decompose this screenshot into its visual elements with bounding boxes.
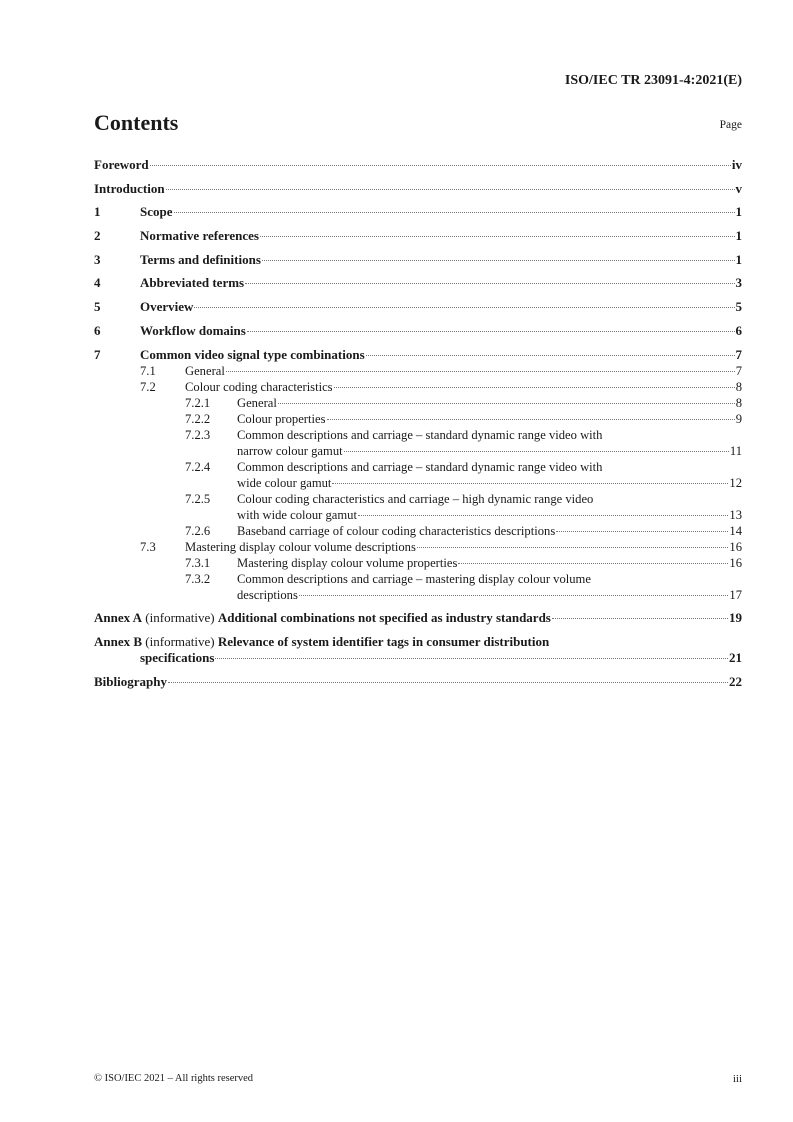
toc-entry-title: wide colour gamut bbox=[237, 475, 332, 490]
toc-entry-title: specifications bbox=[140, 649, 215, 665]
toc-entry-title: Bibliography bbox=[94, 673, 167, 689]
dot-leader bbox=[417, 547, 729, 548]
toc-entry-number: 7.2 bbox=[140, 379, 156, 394]
toc-entry-number: 7.3 bbox=[140, 539, 156, 554]
toc-entry-body bbox=[140, 228, 742, 244]
toc-entry-body bbox=[237, 411, 742, 427]
toc-entry[interactable] bbox=[94, 459, 742, 491]
toc-entry-line bbox=[140, 347, 742, 363]
dot-leader bbox=[344, 451, 729, 452]
toc-entry-body bbox=[140, 204, 742, 220]
table-of-contents bbox=[94, 157, 742, 690]
page-column-label: Page bbox=[719, 119, 742, 131]
toc-entry-title: Mastering display colour volume properties bbox=[237, 555, 458, 570]
toc-entry[interactable] bbox=[94, 491, 742, 523]
toc-entry[interactable] bbox=[94, 347, 742, 363]
toc-entry-number: 7.2.1 bbox=[185, 395, 211, 410]
toc-entry-body bbox=[237, 427, 742, 459]
toc-entry-title: Relevance of system identifier tags in consumer distribution bbox=[217, 633, 550, 649]
toc-page-number: 17 bbox=[729, 587, 742, 602]
toc-entry-number: 7.1 bbox=[140, 363, 156, 378]
toc-entry-line bbox=[140, 650, 742, 666]
toc-entry-body bbox=[140, 347, 742, 363]
dot-leader bbox=[245, 283, 734, 284]
toc-entry-title: Additional combinations not specified as industry standards bbox=[217, 610, 551, 626]
toc-entry-line bbox=[140, 323, 742, 339]
toc-entry-body bbox=[185, 379, 742, 395]
document-id-header: ISO/IEC TR 23091-4:2021(E) bbox=[564, 73, 742, 88]
toc-entry-title: narrow colour gamut bbox=[237, 443, 343, 458]
toc-entry-line bbox=[185, 379, 742, 395]
toc-entry-body bbox=[94, 157, 742, 173]
toc-entry-title: Terms and definitions bbox=[140, 251, 261, 267]
toc-entry-line bbox=[237, 555, 742, 571]
toc-entry-body bbox=[140, 275, 742, 291]
toc-entry-title: Common descriptions and carriage – standard dynamic range video with bbox=[237, 427, 603, 442]
toc-page-number: 1 bbox=[735, 204, 742, 220]
toc-entry-title: Scope bbox=[140, 204, 173, 220]
dot-leader bbox=[327, 419, 735, 420]
toc-entry[interactable] bbox=[94, 427, 742, 459]
toc-entry-line bbox=[237, 443, 742, 459]
toc-entry-title: Workflow domains bbox=[140, 322, 246, 338]
toc-entry-line bbox=[237, 395, 742, 411]
toc-entry-title: with wide colour gamut bbox=[237, 507, 357, 522]
toc-entry[interactable] bbox=[94, 299, 742, 315]
contents-title: Contents bbox=[94, 110, 179, 135]
toc-entry-line bbox=[237, 475, 742, 491]
dot-leader bbox=[556, 531, 728, 532]
toc-entry-number: 7.2.6 bbox=[185, 523, 211, 538]
toc-entry-title: Mastering display colour volume descriptions bbox=[185, 539, 416, 554]
toc-entry-body bbox=[237, 523, 742, 539]
toc-page-number: 22 bbox=[729, 673, 742, 689]
toc-entry-title: Colour coding characteristics and carriage – high dynamic range video bbox=[237, 491, 594, 506]
toc-entry[interactable] bbox=[94, 379, 742, 395]
toc-entry[interactable] bbox=[94, 275, 742, 291]
toc-page-number: 8 bbox=[735, 379, 742, 394]
toc-entry-line bbox=[237, 459, 742, 475]
toc-entry-number: 7.2.5 bbox=[185, 491, 211, 506]
toc-page-number: 5 bbox=[735, 299, 742, 315]
toc-entry-title: descriptions bbox=[237, 587, 298, 602]
toc-page-number: 21 bbox=[729, 649, 742, 665]
toc-entry-number: 7 bbox=[94, 346, 101, 362]
toc-page-number: 1 bbox=[735, 228, 742, 244]
toc-entry[interactable] bbox=[94, 252, 742, 268]
dot-leader bbox=[278, 403, 735, 404]
toc-page-number: 16 bbox=[729, 539, 742, 554]
toc-entry-title: Normative references bbox=[140, 228, 259, 244]
toc-entry[interactable] bbox=[94, 395, 742, 411]
dot-leader bbox=[299, 595, 729, 596]
toc-page-number: 12 bbox=[729, 475, 742, 490]
toc-page-number: 11 bbox=[729, 443, 742, 458]
toc-entry-body bbox=[94, 610, 742, 626]
toc-entry-number: 7.2.3 bbox=[185, 427, 211, 442]
toc-page-number: 19 bbox=[729, 610, 742, 626]
toc-entry-line bbox=[237, 411, 742, 427]
toc-entry-body bbox=[140, 323, 742, 339]
toc-entry-body bbox=[185, 539, 742, 555]
toc-entry-body bbox=[237, 459, 742, 491]
toc-entry-line bbox=[140, 228, 742, 244]
toc-entry-line bbox=[237, 571, 742, 587]
dot-leader bbox=[194, 307, 734, 308]
dot-leader bbox=[358, 515, 728, 516]
toc-entry[interactable] bbox=[94, 571, 742, 603]
toc-entry-body bbox=[140, 252, 742, 268]
toc-entry-number: 7.2.2 bbox=[185, 411, 211, 426]
toc-page-number: 7 bbox=[735, 363, 742, 378]
toc-entry-number: 4 bbox=[94, 275, 101, 291]
dot-leader bbox=[215, 658, 728, 659]
toc-bibliography-entry[interactable] bbox=[94, 674, 742, 690]
toc-entry-number: 7.3.2 bbox=[185, 571, 211, 586]
toc-entry-line bbox=[237, 427, 742, 443]
dot-leader bbox=[552, 618, 728, 619]
toc-entry-number: 3 bbox=[94, 251, 101, 267]
toc-entry[interactable] bbox=[94, 523, 742, 539]
toc-entry-title: Common descriptions and carriage – mastering display colour volume bbox=[237, 571, 591, 586]
toc-entry-line bbox=[185, 363, 742, 379]
toc-entry-title: Introduction bbox=[94, 180, 165, 196]
toc-entry-line bbox=[237, 587, 742, 603]
toc-entry-number: 7.2.4 bbox=[185, 459, 211, 474]
toc-page-number: 1 bbox=[735, 251, 742, 267]
toc-entry-line bbox=[140, 204, 742, 220]
toc-page-number: iv bbox=[731, 157, 742, 172]
toc-entry-title: Baseband carriage of colour coding characteristics descriptions bbox=[237, 523, 556, 538]
annex-label: Annex A bbox=[94, 610, 143, 626]
toc-entry-title: Abbreviated terms bbox=[140, 275, 245, 291]
toc-entry[interactable] bbox=[94, 555, 742, 571]
toc-entry[interactable] bbox=[94, 204, 742, 220]
annex-note: (informative) bbox=[145, 633, 215, 649]
toc-annex-entry[interactable] bbox=[94, 634, 742, 666]
toc-entry-line bbox=[94, 634, 742, 650]
toc-entry[interactable] bbox=[94, 228, 742, 244]
toc-entry[interactable] bbox=[94, 157, 742, 173]
toc-entry-line bbox=[140, 275, 742, 291]
toc-page-number: v bbox=[735, 180, 742, 196]
toc-entry-title: Common video signal type combinations bbox=[140, 346, 365, 362]
toc-entry[interactable] bbox=[94, 363, 742, 379]
toc-entry-body bbox=[237, 555, 742, 571]
toc-entry-title: Colour coding characteristics bbox=[185, 379, 333, 394]
toc-annex-entry[interactable] bbox=[94, 610, 742, 626]
toc-entry-line bbox=[140, 299, 742, 315]
dot-leader bbox=[262, 260, 735, 261]
toc-entry-body bbox=[94, 181, 742, 197]
toc-entry-title: Common descriptions and carriage – standard dynamic range video with bbox=[237, 459, 603, 474]
dot-leader bbox=[260, 236, 735, 237]
toc-entry-number: 1 bbox=[94, 204, 101, 220]
toc-entry-title: General bbox=[237, 395, 277, 410]
toc-entry-line bbox=[94, 157, 742, 173]
toc-entry-line bbox=[94, 181, 742, 197]
toc-entry-line bbox=[237, 507, 742, 523]
toc-entry-line bbox=[185, 539, 742, 555]
toc-entry-body bbox=[185, 363, 742, 379]
dot-leader bbox=[332, 483, 728, 484]
toc-entry-body bbox=[94, 634, 742, 666]
toc-entry-body bbox=[237, 571, 742, 603]
toc-entry-number: 7.3.1 bbox=[185, 555, 211, 570]
toc-entry-line bbox=[140, 252, 742, 268]
toc-entry-body bbox=[237, 491, 742, 523]
toc-entry-title: General bbox=[185, 363, 225, 378]
toc-page-number: 7 bbox=[735, 346, 742, 362]
dot-leader bbox=[226, 371, 735, 372]
toc-entry-line bbox=[94, 674, 742, 690]
toc-page-number: 9 bbox=[735, 411, 742, 426]
toc-entry-number: 6 bbox=[94, 322, 101, 338]
annex-label: Annex B bbox=[94, 633, 143, 649]
toc-entry-body bbox=[237, 395, 742, 411]
copyright-footer: © ISO/IEC 2021 – All rights reserved bbox=[94, 1073, 254, 1084]
dot-leader bbox=[150, 165, 731, 166]
toc-entry-line bbox=[94, 610, 742, 626]
dot-leader bbox=[458, 563, 728, 564]
dot-leader bbox=[174, 212, 735, 213]
toc-entry-title: Overview bbox=[140, 299, 194, 315]
dot-leader bbox=[247, 331, 735, 332]
toc-entry-title: Colour properties bbox=[237, 411, 326, 426]
annex-note: (informative) bbox=[145, 610, 215, 626]
toc-entry-body bbox=[140, 299, 742, 315]
toc-entry-number: 2 bbox=[94, 228, 101, 244]
toc-entry[interactable] bbox=[94, 539, 742, 555]
toc-entry[interactable] bbox=[94, 411, 742, 427]
toc-page-number: 13 bbox=[729, 507, 742, 522]
toc-entry-line bbox=[237, 491, 742, 507]
dot-leader bbox=[366, 355, 735, 356]
page-number: iii bbox=[732, 1073, 742, 1085]
toc-page-number: 6 bbox=[735, 322, 742, 338]
toc-page-number: 16 bbox=[729, 555, 742, 570]
toc-page-number: 3 bbox=[735, 275, 742, 291]
toc-page-number: 8 bbox=[735, 395, 742, 410]
dot-leader bbox=[334, 387, 735, 388]
dot-leader bbox=[168, 682, 728, 683]
toc-entry[interactable] bbox=[94, 181, 742, 197]
dot-leader bbox=[166, 189, 735, 190]
toc-page-number: 14 bbox=[729, 523, 742, 538]
toc-entry-line bbox=[237, 523, 742, 539]
toc-entry[interactable] bbox=[94, 323, 742, 339]
toc-entry-number: 5 bbox=[94, 299, 101, 315]
toc-entry-title: Foreword bbox=[94, 157, 149, 172]
